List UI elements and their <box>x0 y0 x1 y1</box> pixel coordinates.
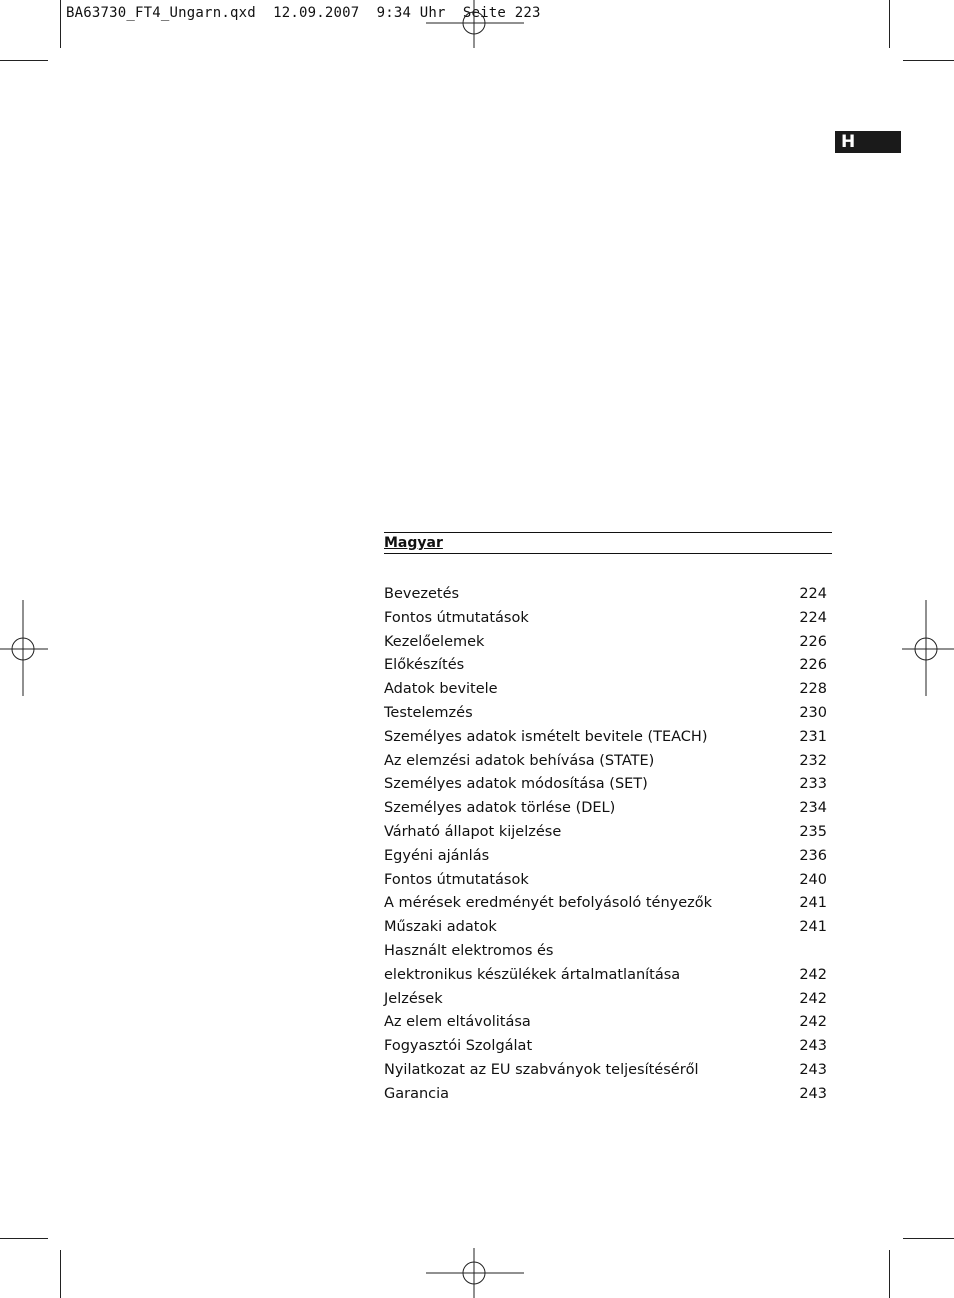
toc-entry-page: 224 <box>799 609 827 626</box>
toc-entry-page: 240 <box>799 871 827 888</box>
toc-entry <box>384 654 832 678</box>
toc-entry-page: 235 <box>799 823 827 840</box>
toc-entry-page: 242 <box>799 990 827 1007</box>
toc-list <box>384 583 832 1107</box>
registration-mark-right <box>902 600 954 698</box>
language-tab: H <box>835 131 901 153</box>
registration-mark-bottom <box>426 1248 524 1298</box>
toc-entry <box>384 678 832 702</box>
toc-entry <box>384 607 832 631</box>
toc-entry-title: Bevezetés <box>384 586 460 602</box>
toc-entry-title: elektronikus készülékek ártalmatlanítása <box>384 966 681 983</box>
toc-entry-page: 236 <box>799 847 827 864</box>
toc-entry-title: Fogyasztói Szolgálat <box>384 1038 533 1055</box>
toc-entry <box>384 726 832 750</box>
toc-entry-title: Az elemzési adatok behívása (STATE) <box>384 752 655 769</box>
toc-entry <box>384 797 832 821</box>
toc-entry-title: Személyes adatok törlése (DEL) <box>384 800 616 817</box>
toc-entry-title: Használt elektromos és <box>384 942 554 959</box>
toc-entry <box>384 773 832 797</box>
toc-entry-title: Fontos útmutatások <box>384 609 529 626</box>
toc-entry-page: 243 <box>799 1085 827 1102</box>
toc-heading-rule <box>384 553 832 554</box>
toc-entry-title: Előkészítés <box>384 657 465 674</box>
toc-entry-title: Az elem eltávolitása <box>384 1014 531 1031</box>
toc-entry-title: Személyes adatok ismételt bevitele (TEACH) <box>384 728 708 745</box>
toc-entry-page: 226 <box>799 657 827 674</box>
toc-entry <box>384 750 832 774</box>
toc-entry-page: 241 <box>799 895 827 912</box>
toc-entry-title: Adatok bevitele <box>384 681 498 698</box>
toc-entry-title: Személyes adatok módosítása (SET) <box>384 776 648 793</box>
toc-entry-title: Kezelőelemek <box>384 633 485 650</box>
toc-entry <box>384 631 832 655</box>
crop-mark-bottom-right-vertical <box>889 1250 890 1298</box>
toc-entry-page: 233 <box>799 776 827 793</box>
toc-entry <box>384 940 832 964</box>
toc-entry <box>384 916 832 940</box>
registration-mark-top <box>426 0 524 50</box>
toc-entry-page: 230 <box>799 704 827 721</box>
registration-mark-left <box>0 600 50 698</box>
crop-mark-bottom-left-horizontal <box>0 1238 48 1239</box>
toc-entry-page: 243 <box>799 1038 827 1055</box>
toc-entry-page: 226 <box>799 633 827 650</box>
toc-entry <box>384 583 832 607</box>
toc-entry-title: Jelzések <box>384 990 443 1007</box>
toc-entry-page: 242 <box>799 1014 827 1031</box>
toc-entry-page: 231 <box>799 728 827 745</box>
toc-entry <box>384 845 832 869</box>
crop-mark-top-right-vertical <box>889 0 890 48</box>
crop-mark-top-left-horizontal <box>0 60 48 61</box>
toc-entry-title: Nyilatkozat az EU szabványok teljesítéséről <box>384 1061 699 1078</box>
crop-mark-bottom-left-vertical <box>60 1250 61 1298</box>
toc-entry-title: Egyéni ajánlás <box>384 847 490 864</box>
toc-entry-title: Garancia <box>384 1085 450 1102</box>
toc-entry <box>384 1059 832 1083</box>
toc-entry <box>384 702 832 726</box>
toc-entry <box>384 988 832 1012</box>
toc-entry-page: 228 <box>799 681 827 698</box>
toc-heading: Magyar <box>384 535 443 551</box>
toc-entry <box>384 1011 832 1035</box>
toc-entry-title: A mérések eredményét befolyásoló tényezők <box>384 895 713 912</box>
toc-entry-page: 243 <box>799 1061 827 1078</box>
toc-entry-page: 234 <box>799 800 827 817</box>
print-slug-line: BA63730_FT4_Ungarn.qxd 12.09.2007 9:34 Uhr Seite 223 <box>66 5 541 21</box>
toc-entry-page: 241 <box>799 919 827 936</box>
toc-entry-page: 242 <box>799 966 827 983</box>
toc-entry-title: Műszaki adatok <box>384 919 497 936</box>
toc-entry-page: 232 <box>799 752 827 769</box>
toc-entry-title: Fontos útmutatások <box>384 871 529 888</box>
toc-entry-title: Testelemzés <box>384 704 473 721</box>
crop-mark-top-left-vertical <box>60 0 61 48</box>
crop-mark-top-right-horizontal <box>903 60 954 61</box>
crop-mark-bottom-right-horizontal <box>903 1238 954 1239</box>
toc-entry <box>384 892 832 916</box>
toc-entry-page: 224 <box>799 586 827 602</box>
toc-entry-title: Várható állapot kijelzése <box>384 823 562 840</box>
toc-entry <box>384 821 832 845</box>
toc-entry <box>384 1035 832 1059</box>
toc-entry <box>384 1083 832 1107</box>
toc-entry <box>384 964 832 988</box>
toc-entry <box>384 869 832 893</box>
table-of-contents <box>384 532 832 1107</box>
